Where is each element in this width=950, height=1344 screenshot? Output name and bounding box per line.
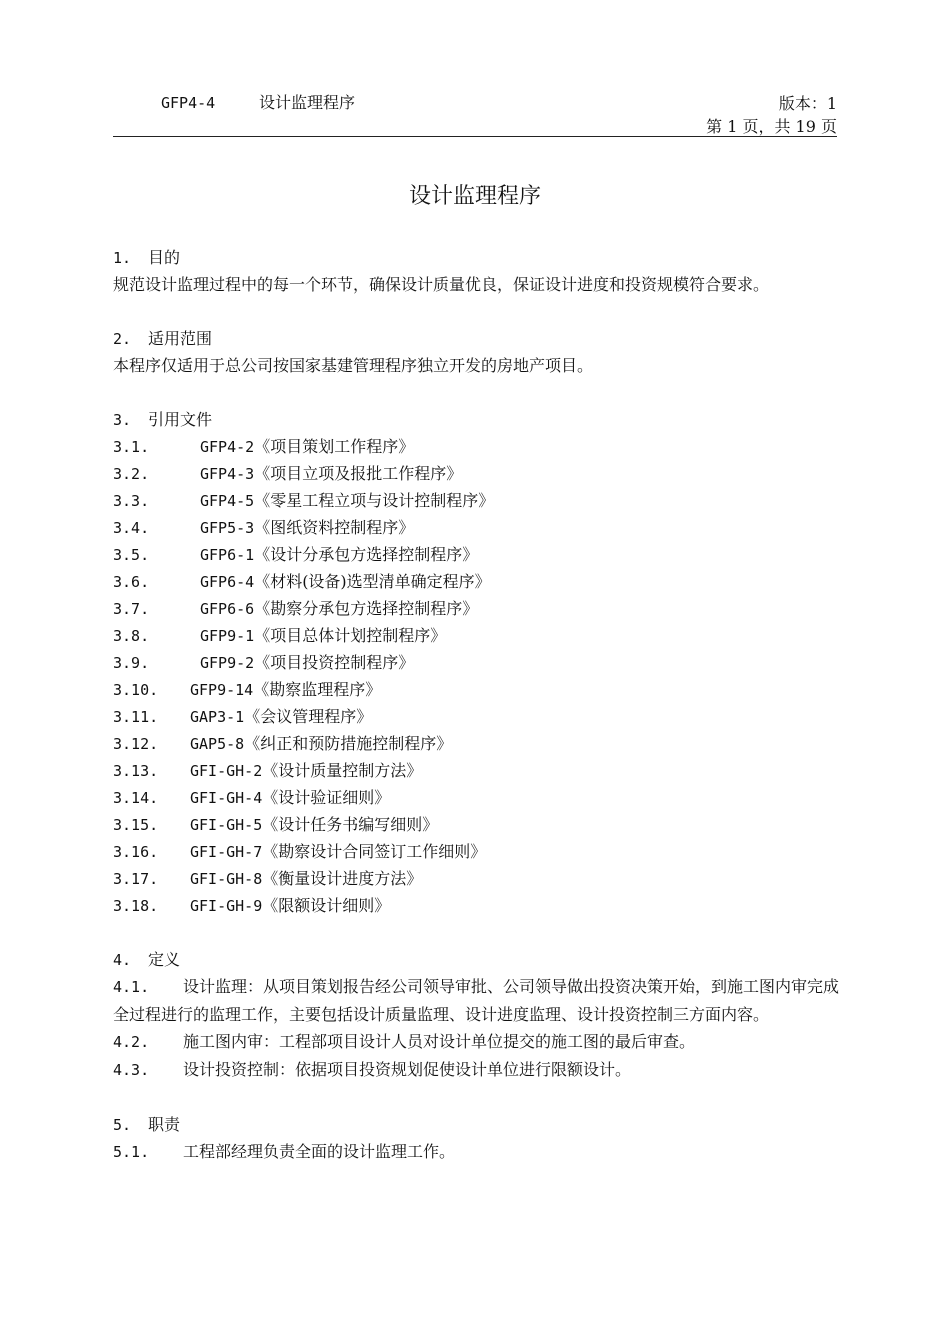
reference-item xyxy=(113,487,843,514)
reference-item xyxy=(113,514,843,541)
reference-number: 3.6. xyxy=(113,573,150,591)
section-number: 2. xyxy=(113,330,132,348)
reference-title: 《勘察监理程序》 xyxy=(253,680,382,699)
responsibility-item xyxy=(113,1138,843,1166)
reference-title: 《材料(设备)选型清单确定程序》 xyxy=(254,572,491,591)
reference-item xyxy=(113,892,843,919)
reference-code: GFI-GH-5 xyxy=(190,816,263,834)
reference-code: GFI-GH-2 xyxy=(190,762,263,780)
section-heading xyxy=(113,1111,843,1138)
reference-code: GFP6-6 xyxy=(200,600,255,618)
reference-number: 3.7. xyxy=(113,600,150,618)
document-title: 设计监理程序 xyxy=(408,184,541,209)
reference-title: 《勘察分承包方选择控制程序》 xyxy=(254,599,479,618)
reference-title: 《设计质量控制方法》 xyxy=(262,761,423,780)
reference-code: GFP9-2 xyxy=(200,654,255,672)
document-body xyxy=(113,244,843,1166)
reference-item xyxy=(113,460,843,487)
reference-code: GFP9-14 xyxy=(190,681,254,699)
reference-title: 《图纸资料控制程序》 xyxy=(254,518,415,537)
header-right xyxy=(706,92,837,138)
header-divider xyxy=(113,136,837,137)
reference-number: 3.12. xyxy=(113,735,159,753)
definition-text: 设计监理：从项目策划报告经公司领导审批、公司领导做出投资决策开始，到施工图内审完成全过程进行的监理工作，主要包括设计质量监理、设计进度监理、设计投资控制三方面内容。 xyxy=(113,977,840,1024)
reference-title: 《限额设计细则》 xyxy=(262,896,391,915)
reference-title: 《勘察设计合同签订工作细则》 xyxy=(262,842,487,861)
header-page-info: 第 1 页，共 19 页 xyxy=(706,117,837,136)
header-doc-code: GFP4-4 xyxy=(161,94,216,112)
reference-title: 《项目立项及报批工作程序》 xyxy=(254,464,463,483)
reference-number: 3.1. xyxy=(113,438,150,456)
reference-number: 3.15. xyxy=(113,816,159,834)
reference-number: 3.11. xyxy=(113,708,159,726)
reference-code: GFP4-2 xyxy=(200,438,255,456)
reference-title: 《衡量设计进度方法》 xyxy=(262,869,423,888)
reference-number: 3.16. xyxy=(113,843,159,861)
reference-code: GFP5-3 xyxy=(200,519,255,537)
reference-code: GFI-GH-8 xyxy=(190,870,263,888)
section-title: 引用文件 xyxy=(148,410,213,429)
responsibility-text: 工程部经理负责全面的设计监理工作。 xyxy=(183,1142,456,1161)
section-heading xyxy=(113,325,843,352)
definition-number: 4.3. xyxy=(113,1061,150,1079)
reference-item xyxy=(113,649,843,676)
reference-number: 3.8. xyxy=(113,627,150,645)
section-paragraph: 规范设计监理过程中的每一个环节，确保设计质量优良，保证设计进度和投资规模符合要求。 xyxy=(113,275,770,294)
definition-number: 4.1. xyxy=(113,978,150,996)
reference-title: 《项目投资控制程序》 xyxy=(254,653,415,672)
reference-code: GFI-GH-4 xyxy=(190,789,263,807)
header-version: 版本：1 xyxy=(778,94,837,113)
reference-item xyxy=(113,541,843,568)
reference-number: 3.9. xyxy=(113,654,150,672)
section-heading xyxy=(113,406,843,433)
section-title: 目的 xyxy=(148,248,181,267)
reference-number: 3.3. xyxy=(113,492,150,510)
section-title: 职责 xyxy=(148,1115,181,1134)
section-number: 5. xyxy=(113,1116,132,1134)
definition-item xyxy=(113,1028,843,1056)
reference-item xyxy=(113,784,843,811)
reference-item xyxy=(113,622,843,649)
section-title: 适用范围 xyxy=(148,329,213,348)
reference-code: GAP5-8 xyxy=(190,735,245,753)
reference-code: GFI-GH-9 xyxy=(190,897,263,915)
reference-number: 3.10. xyxy=(113,681,159,699)
reference-number: 3.4. xyxy=(113,519,150,537)
reference-number: 3.2. xyxy=(113,465,150,483)
reference-title: 《设计任务书编写细则》 xyxy=(262,815,439,834)
reference-title: 《设计验证细则》 xyxy=(262,788,391,807)
header-doc-name: 设计监理程序 xyxy=(259,93,356,112)
section-number: 3. xyxy=(113,411,132,429)
reference-item xyxy=(113,757,843,784)
definition-item xyxy=(113,1056,843,1084)
reference-code: GFP4-5 xyxy=(200,492,255,510)
reference-title: 《零星工程立项与设计控制程序》 xyxy=(254,491,495,510)
reference-number: 3.13. xyxy=(113,762,159,780)
reference-title: 《项目总体计划控制程序》 xyxy=(254,626,447,645)
reference-item xyxy=(113,811,843,838)
definition-item xyxy=(113,973,843,1028)
section-heading xyxy=(113,946,843,973)
reference-number: 3.14. xyxy=(113,789,159,807)
definition-text: 施工图内审：工程部项目设计人员对设计单位提交的施工图的最后审查。 xyxy=(183,1032,696,1051)
reference-number: 3.18. xyxy=(113,897,159,915)
reference-code: GFI-GH-7 xyxy=(190,843,263,861)
reference-item xyxy=(113,568,843,595)
reference-item xyxy=(113,676,843,703)
reference-item xyxy=(113,595,843,622)
responsibility-number: 5.1. xyxy=(113,1143,150,1161)
definition-text: 设计投资控制：依据项目投资规划促使设计单位进行限额设计。 xyxy=(183,1060,632,1079)
header-left xyxy=(161,92,355,114)
reference-title: 《项目策划工作程序》 xyxy=(254,437,415,456)
section-number: 1. xyxy=(113,249,132,267)
section-number: 4. xyxy=(113,951,132,969)
reference-item xyxy=(113,838,843,865)
reference-code: GFP9-1 xyxy=(200,627,255,645)
reference-number: 3.17. xyxy=(113,870,159,888)
section-heading xyxy=(113,244,843,271)
reference-item xyxy=(113,865,843,892)
reference-item xyxy=(113,433,843,460)
reference-title: 《设计分承包方选择控制程序》 xyxy=(254,545,479,564)
reference-title: 《纠正和预防措施控制程序》 xyxy=(244,734,453,753)
reference-item xyxy=(113,730,843,757)
section-paragraph: 本程序仅适用于总公司按国家基建管理程序独立开发的房地产项目。 xyxy=(113,356,594,375)
reference-title: 《会议管理程序》 xyxy=(244,707,373,726)
reference-code: GFP6-1 xyxy=(200,546,255,564)
definition-number: 4.2. xyxy=(113,1033,150,1051)
reference-number: 3.5. xyxy=(113,546,150,564)
reference-code: GFP4-3 xyxy=(200,465,255,483)
reference-code: GAP3-1 xyxy=(190,708,245,726)
reference-item xyxy=(113,703,843,730)
section-title: 定义 xyxy=(148,950,181,969)
reference-code: GFP6-4 xyxy=(200,573,255,591)
